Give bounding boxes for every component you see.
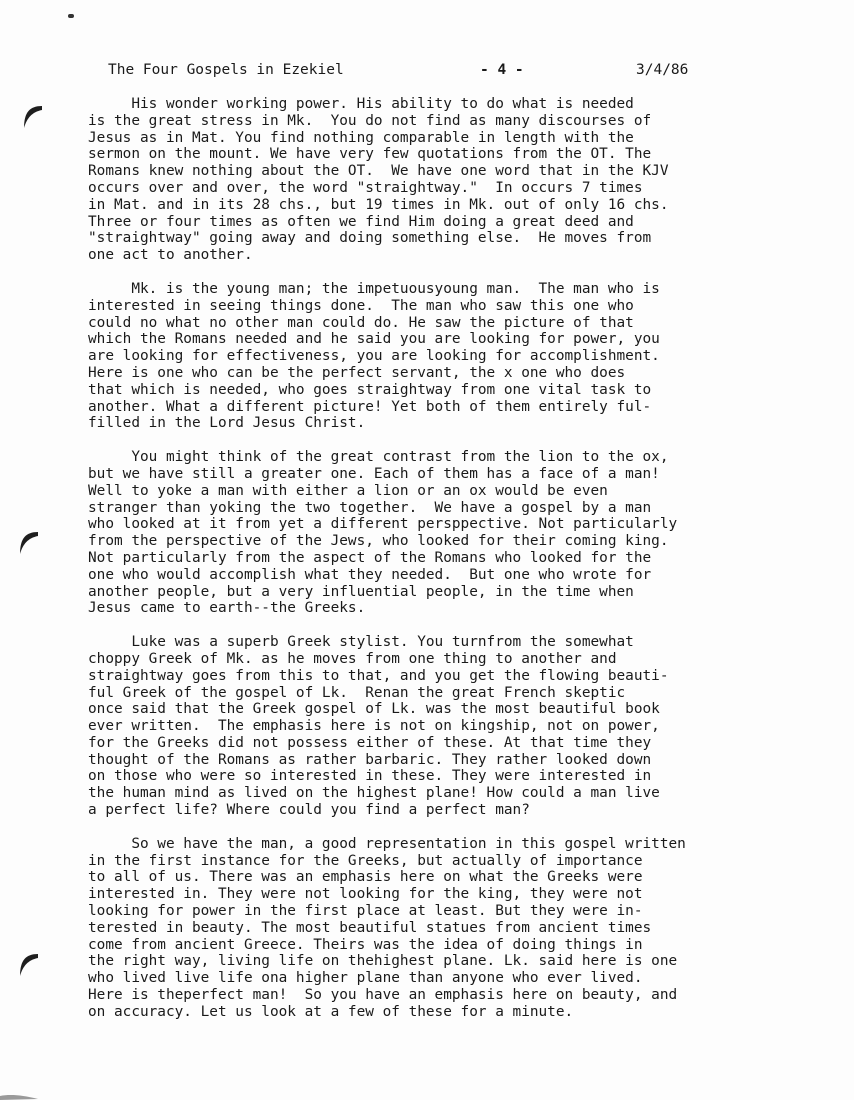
document-date: 3/4/86 xyxy=(636,62,689,78)
document-title: The Four Gospels in Ezekiel xyxy=(108,62,344,78)
text-line: but we have still a greater one. Each of them has a face of a man! xyxy=(88,465,660,482)
text-line: occurs over and over, the word "straightway." In occurs 7 times xyxy=(88,179,643,196)
text-line: stranger than yoking the two together. We have a gospel by a man xyxy=(88,499,652,516)
paragraph xyxy=(88,449,808,617)
text-line: Not particularly from the aspect of the Romans who looked for the xyxy=(88,549,652,566)
text-line: who looked at it from yet a different persppective. Not particularly xyxy=(88,516,678,533)
text-line: once said that the Greek gospel of Lk. was the most beautiful book xyxy=(88,701,660,718)
text-line: "straightway" going away and doing something else. He moves from xyxy=(88,230,652,247)
text-line: in the first instance for the Greeks, but actually of importance xyxy=(88,852,643,869)
paragraph xyxy=(88,634,808,819)
text-line: are looking for effectiveness, you are looking for accomplishment. xyxy=(88,348,660,365)
punch-hole-mark-icon xyxy=(18,530,40,556)
text-line: Well to yoke a man with either a lion or an ox would be even xyxy=(88,482,608,499)
text-line: which the Romans needed and he said you are looking for power, you xyxy=(88,331,660,348)
text-line: Three or four times as often we find Him doing a great deed and xyxy=(88,213,634,230)
text-line: is the great stress in Mk. You do not find as many discourses of xyxy=(88,112,652,129)
text-line: on those who were so interested in these. They were interested in xyxy=(88,768,652,785)
text-line: to all of us. There was an emphasis here on what the Greeks were xyxy=(88,869,643,886)
text-line: ful Greek of the gospel of Lk. Renan the great French skeptic xyxy=(88,684,626,701)
text-line: on accuracy. Let us look at a few of these for a minute. xyxy=(88,1003,574,1020)
text-line: another. What a different picture! Yet both of them entirely ful- xyxy=(88,398,652,415)
text-line: choppy Greek of Mk. as he moves from one thing to another and xyxy=(88,650,617,667)
page-number: - 4 - xyxy=(480,62,524,78)
text-line: Luke was a superb Greek stylist. You turnfrom the somewhat xyxy=(88,634,634,651)
text-line: one act to another. xyxy=(88,247,253,264)
text-line: that which is needed, who goes straightway from one vital task to xyxy=(88,381,652,398)
text-line: interested in. They were not looking for the king, they were not xyxy=(88,886,643,903)
text-line: filled in the Lord Jesus Christ. xyxy=(88,415,366,432)
page-header xyxy=(108,62,708,84)
text-line: the human mind as lived on the highest plane! How could a man live xyxy=(88,785,660,802)
paragraph xyxy=(88,96,808,264)
text-line: terested in beauty. The most beautiful statues from ancient times xyxy=(88,919,652,936)
text-line: His wonder working power. His ability to do what is needed xyxy=(88,96,634,112)
text-line: Mk. is the young man; the impetuousyoung man. The man who is xyxy=(88,280,660,297)
text-line: Jesus came to earth--the Greeks. xyxy=(88,600,366,617)
text-line: could no what no other man could do. He saw the picture of that xyxy=(88,314,634,331)
text-line: ever written. The emphasis here is not on kingship, not on power, xyxy=(88,718,660,735)
punch-hole-mark-icon xyxy=(22,104,44,130)
text-line: thought of the Romans as rather barbaric. They rather looked down xyxy=(88,751,652,768)
text-line: You might think of the great contrast from the lion to the ox, xyxy=(88,449,669,466)
text-line: who lived live life ona higher plane than anyone who ever lived. xyxy=(88,970,643,987)
text-line: Jesus as in Mat. You find nothing comparable in length with the xyxy=(88,129,634,146)
text-line: sermon on the mount. We have very few quotations from the OT. The xyxy=(88,146,652,163)
document-body xyxy=(88,96,808,1038)
stray-mark xyxy=(68,14,74,18)
text-line: Here is one who can be the perfect servant, the x one who does xyxy=(88,364,626,381)
text-line: come from ancient Greece. Theirs was the idea of doing things in xyxy=(88,936,643,953)
text-line: interested in seeing things done. The man who saw this one who xyxy=(88,297,634,314)
text-line: Romans knew nothing about the OT. We have one word that in the KJV xyxy=(88,163,669,180)
punch-hole-mark-icon xyxy=(18,952,40,978)
text-line: from the perspective of the Jews, who looked for their coming king. xyxy=(88,533,669,550)
text-line: So we have the man, a good representation in this gospel written xyxy=(88,835,686,852)
text-line: Here is theperfect man! So you have an emphasis here on beauty, and xyxy=(88,987,678,1004)
paragraph xyxy=(88,836,808,1021)
text-line: one who would accomplish what they needed. But one who wrote for xyxy=(88,566,652,583)
text-line: the right way, living life on thehighest plane. Lk. said here is one xyxy=(88,953,678,970)
text-line: for the Greeks did not possess either of these. At that time they xyxy=(88,734,652,751)
text-line: a perfect life? Where could you find a perfect man? xyxy=(88,802,530,819)
text-line: in Mat. and in its 28 chs., but 19 times in Mk. out of only 16 chs. xyxy=(88,196,669,213)
scan-smudge xyxy=(0,1086,40,1094)
text-line: looking for power in the first place at least. But they were in- xyxy=(88,903,643,920)
text-line: another people, but a very influential people, in the time when xyxy=(88,583,634,600)
text-line: straightway goes from this to that, and you get the flowing beauti- xyxy=(88,667,669,684)
paragraph xyxy=(88,281,808,432)
